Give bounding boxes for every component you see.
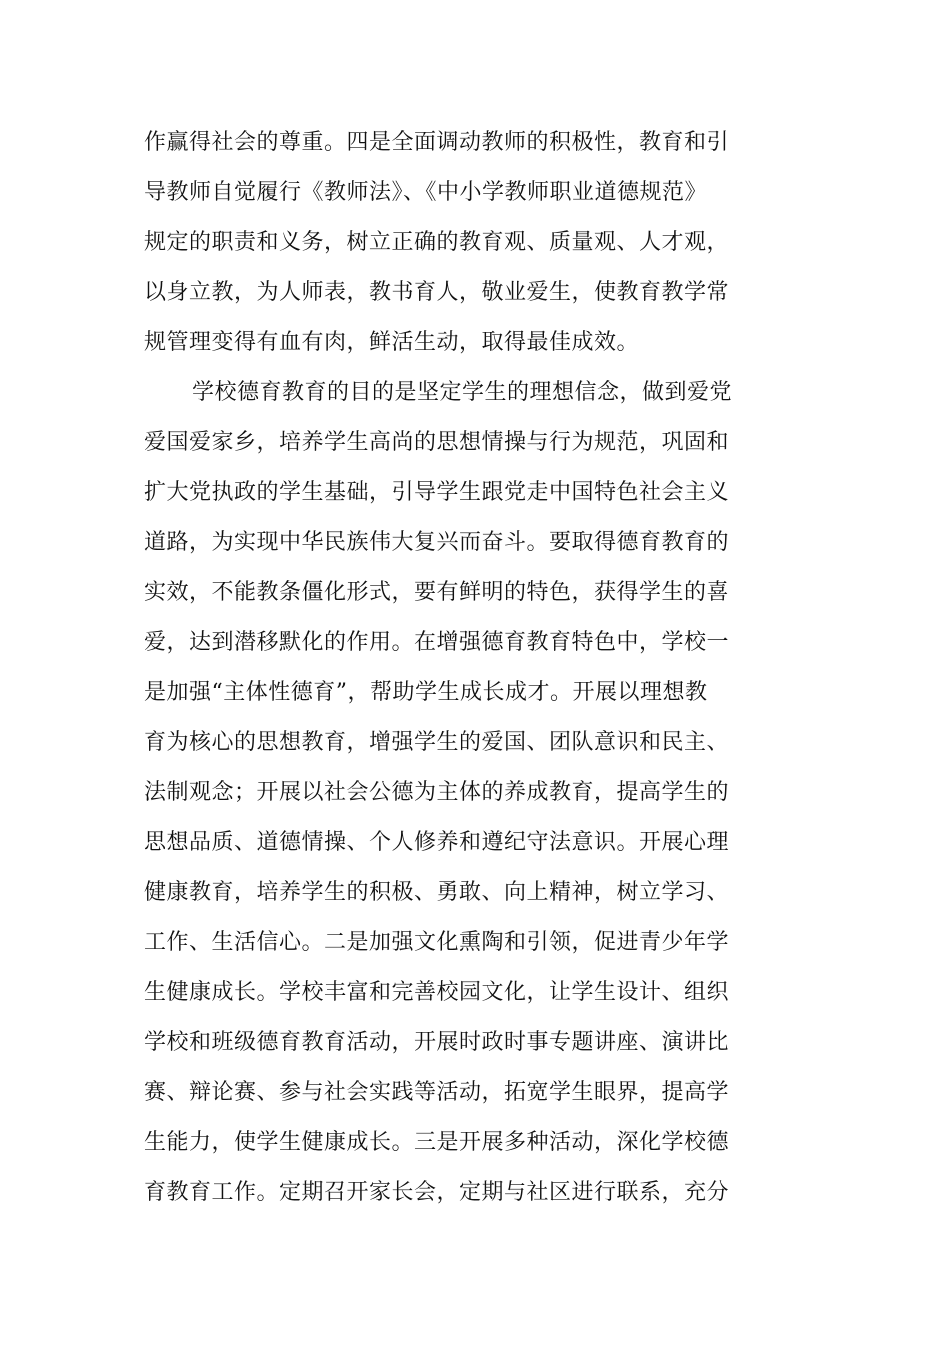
text-line: 生能力，使学生健康成长。三是开展多种活动，深化学校德 [144,1130,730,1155]
text-line: 学校和班级德育教育活动，开展时政时事专题讲座、演讲比 [144,1030,730,1055]
text-line: 爱国爱家乡，培养学生高尚的思想情操与行为规范，巩固和 [144,430,730,455]
text-line: 工作、生活信心。二是加强文化熏陶和引领，促进青少年学 [144,930,730,955]
text-line: 作赢得社会的尊重。四是全面调动教师的积极性，教育和引 [144,130,730,155]
text-line: 是加强“主体性德育”，帮助学生成长成才。开展以理想教 [144,680,708,705]
text-line: 思想品质、道德情操、个人修养和遵纪守法意识。开展心理 [144,830,730,855]
text-line: 育为核心的思想教育，增强学生的爱国、团队意识和民主、 [144,730,730,755]
text-line: 爱，达到潜移默化的作用。在增强德育教育特色中，学校一 [144,630,730,655]
text-line: 健康教育，培养学生的积极、勇敢、向上精神，树立学习、 [144,880,730,905]
text-line: 导教师自觉履行《教师法》、《中小学教师职业道德规范》 [144,180,708,205]
text-line: 扩大党执政的学生基础，引导学生跟党走中国特色社会主义 [144,480,730,505]
text-line: 赛、辩论赛、参与社会实践等活动，拓宽学生眼界，提高学 [144,1080,730,1105]
text-line: 规定的职责和义务，树立正确的教育观、质量观、人才观， [144,230,730,255]
document-body [144,118,764,1218]
text-line: 法制观念；开展以社会公德为主体的养成教育，提高学生的 [144,780,730,805]
text-line: 育教育工作。定期召开家长会，定期与社区进行联系，充分 [144,1180,730,1205]
text-line: 学校德育教育的目的是坚定学生的理想信念，做到爱党 [192,380,733,405]
text-line: 实效，不能教条僵化形式，要有鲜明的特色，获得学生的喜 [144,580,730,605]
paragraph-2 [144,368,764,1218]
text-line: 生健康成长。学校丰富和完善校园文化，让学生设计、组织 [144,980,730,1005]
text-line: 以身立教，为人师表，教书育人，敬业爱生，使教育教学常 [144,280,730,305]
paragraph-1 [144,118,764,368]
text-line: 规管理变得有血有肉，鲜活生动，取得最佳成效。 [144,330,640,355]
text-line: 道路，为实现中华民族伟大复兴而奋斗。要取得德育教育的 [144,530,730,555]
